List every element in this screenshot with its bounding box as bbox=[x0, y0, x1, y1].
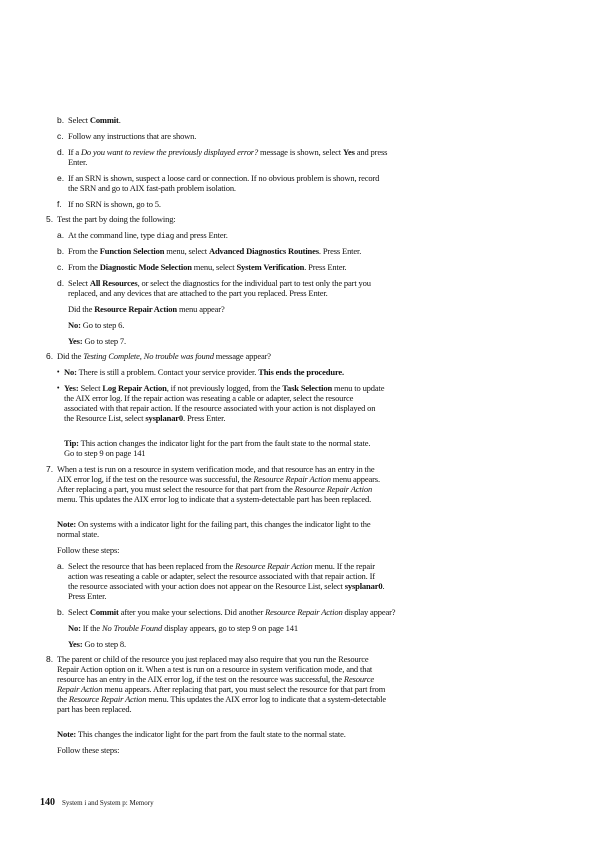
text-line bbox=[68, 157, 87, 167]
text-segment: the SRN and go to AIX fast-path problem isolation. bbox=[68, 183, 236, 193]
text-segment: display appears, go to step 9 on page 141 bbox=[162, 623, 298, 633]
italic-term: Do you want to review the previously displayed error? bbox=[80, 147, 259, 157]
list-marker: e. bbox=[57, 173, 65, 183]
bold-term: sysplanar0 bbox=[145, 413, 184, 423]
text-line bbox=[57, 684, 385, 694]
text-segment: the resource associated with your action does not appear on the Resource List, select bbox=[68, 581, 345, 591]
text-line bbox=[68, 591, 106, 601]
text-segment: menu, select bbox=[191, 262, 237, 272]
text-segment: The parent or child of the resource you just replaced may also require that you run the Resource bbox=[57, 654, 369, 664]
text-segment: . bbox=[382, 581, 385, 591]
text-segment: Go to step 8. bbox=[82, 639, 126, 649]
italic-term: No Trouble Found bbox=[102, 623, 163, 633]
text-line bbox=[64, 367, 344, 377]
text-segment: the bbox=[57, 694, 69, 704]
text-segment: On systems with a indicator light for the failing part, this changes the indicator light to the bbox=[76, 519, 371, 529]
list-marker: d. bbox=[57, 278, 65, 288]
bold-term: Advanced Diagnostics Routines bbox=[208, 246, 319, 256]
bold-term: This ends the procedure. bbox=[258, 367, 345, 377]
text-segment: If an SRN is shown, suspect a loose card or connection. If no obvious problem is shown, record bbox=[68, 173, 380, 183]
bold-term: sysplanar0 bbox=[344, 581, 383, 591]
list-marker: a. bbox=[57, 230, 65, 240]
text-segment: message is shown, select bbox=[258, 147, 343, 157]
text-line bbox=[68, 304, 225, 314]
text-line bbox=[68, 581, 384, 591]
text-segment: Test the part by doing the following: bbox=[57, 214, 176, 224]
list-marker: c. bbox=[57, 131, 64, 141]
text-line bbox=[57, 474, 380, 484]
text-line bbox=[68, 131, 196, 141]
text-segment: . Press Enter. bbox=[318, 246, 362, 256]
text-line bbox=[68, 607, 395, 617]
bullet-marker: • bbox=[57, 385, 60, 392]
text-segment: Select bbox=[68, 607, 90, 617]
text-line bbox=[68, 278, 371, 288]
page-number: 140 bbox=[40, 797, 55, 808]
text-segment: part has been replaced. bbox=[57, 704, 132, 714]
text-line bbox=[64, 393, 353, 403]
text-line bbox=[68, 246, 361, 256]
text-line bbox=[64, 403, 375, 413]
text-segment: menu. This updates the AIX error log to indicate that a system-detectable bbox=[146, 694, 387, 704]
text-line bbox=[64, 383, 384, 393]
text-line bbox=[68, 147, 387, 157]
text-line bbox=[57, 654, 369, 664]
text-line bbox=[57, 545, 119, 555]
text-line bbox=[57, 351, 271, 361]
text-segment: Go to step 6. bbox=[80, 320, 125, 330]
text-line bbox=[57, 694, 386, 704]
bold-term: Yes: bbox=[64, 383, 79, 393]
text-line bbox=[68, 262, 347, 272]
bold-term: Resource Repair Action bbox=[94, 304, 177, 314]
text-segment: Press Enter. bbox=[68, 591, 107, 601]
text-segment: Select bbox=[68, 115, 90, 125]
text-segment: From the bbox=[68, 246, 100, 256]
list-marker: 6. bbox=[46, 351, 54, 361]
text-segment: , if not previously logged, from the bbox=[166, 383, 283, 393]
text-line bbox=[64, 438, 370, 448]
text-line bbox=[68, 199, 161, 209]
text-line bbox=[68, 320, 124, 330]
italic-term: Resource Repair Action bbox=[253, 474, 331, 484]
list-marker: a. bbox=[57, 561, 65, 571]
text-segment: associated with that repair action. If the resource associated with your action is not displayed on bbox=[64, 403, 376, 413]
text-segment: Repair Action option on it. When a test is run on a resource in system verification mode, and that bbox=[57, 664, 373, 674]
text-line bbox=[68, 230, 228, 242]
list-marker: c. bbox=[57, 262, 64, 272]
bold-term: Log Repair Action bbox=[102, 383, 167, 393]
italic-term: Resource Repair Action bbox=[265, 607, 343, 617]
text-segment: menu to update bbox=[332, 383, 385, 393]
bullet-marker: • bbox=[57, 369, 60, 376]
footer-title: System i and System p: Memory bbox=[62, 799, 154, 807]
bold-term: Note: bbox=[57, 519, 77, 529]
list-marker: 7. bbox=[46, 464, 54, 474]
text-segment: Select the resource that has been replaced from the bbox=[68, 561, 236, 571]
text-segment: after you make your selections. Did another bbox=[118, 607, 266, 617]
text-segment: . bbox=[118, 115, 121, 125]
list-marker: b. bbox=[57, 607, 65, 617]
text-segment: menu. This updates the AIX error log to indicate that a system-detectable part has been replaced. bbox=[57, 494, 372, 504]
text-line bbox=[57, 464, 375, 474]
italic-term: Resource Repair Action bbox=[68, 694, 147, 704]
text-segment: If no SRN is shown, go to 5. bbox=[68, 199, 161, 209]
text-segment: Did the bbox=[57, 351, 84, 361]
text-segment: At the command line, type bbox=[68, 230, 157, 240]
text-segment: Go to step 9 on page 141 bbox=[64, 448, 146, 458]
bold-term: Function Selection bbox=[99, 246, 165, 256]
text-segment: This action changes the indicator light for the part from the fault state to the normal state. bbox=[78, 438, 371, 448]
bold-term: Yes: bbox=[68, 336, 83, 346]
italic-term: Repair Action bbox=[57, 684, 103, 694]
text-line bbox=[57, 704, 131, 714]
text-line bbox=[57, 214, 176, 224]
text-segment: resource has an entry in the AIX error log, if the test on the resource was successful, the bbox=[57, 674, 344, 684]
bold-term: Diagnostic Mode Selection bbox=[99, 262, 192, 272]
text-segment: Follow any instructions that are shown. bbox=[68, 131, 197, 141]
text-line bbox=[68, 571, 375, 581]
bold-term: System Verification bbox=[236, 262, 305, 272]
text-segment: the AIX error log. If the repair action was reseating a cable or adapter, select the resource bbox=[64, 393, 354, 403]
text-line bbox=[57, 494, 371, 504]
text-segment: This changes the indicator light for the part from the fault state to the normal state. bbox=[76, 729, 346, 739]
text-segment: action was reseating a cable or adapter, select the resource associated with that repair action. If bbox=[68, 571, 375, 581]
list-marker: 8. bbox=[46, 654, 54, 664]
text-segment: Select bbox=[78, 383, 103, 393]
text-segment: Go to step 7. bbox=[82, 336, 126, 346]
italic-term: Resource Repair Action bbox=[235, 561, 313, 571]
text-segment: Enter. bbox=[68, 157, 88, 167]
bold-term: Commit bbox=[89, 607, 119, 617]
text-segment: . Press Enter. bbox=[183, 413, 226, 423]
text-segment: From the bbox=[68, 262, 100, 272]
bold-term: Commit bbox=[89, 115, 119, 125]
text-line bbox=[64, 413, 225, 423]
text-line bbox=[57, 729, 346, 739]
bold-term: Task Selection bbox=[282, 383, 333, 393]
text-segment: . Press Enter. bbox=[304, 262, 347, 272]
italic-term: Testing Complete, No trouble was found bbox=[83, 351, 214, 361]
text-segment: AIX error log, if the test on the resource was successful, the bbox=[57, 474, 254, 484]
text-segment: menu. If the repair bbox=[312, 561, 375, 571]
list-marker: f. bbox=[57, 199, 62, 209]
text-segment: If the bbox=[80, 623, 103, 633]
bold-term: Yes: bbox=[68, 639, 83, 649]
text-segment: display appear? bbox=[342, 607, 396, 617]
text-line bbox=[68, 561, 375, 571]
bold-term: Note: bbox=[57, 729, 77, 739]
text-segment: menu appear? bbox=[176, 304, 225, 314]
text-line bbox=[68, 288, 328, 298]
bold-term: No: bbox=[68, 623, 81, 633]
text-segment: message appear? bbox=[213, 351, 271, 361]
text-segment: There is still a problem. Contact your service provider. bbox=[76, 367, 259, 377]
text-segment: normal state. bbox=[57, 529, 99, 539]
list-marker: b. bbox=[57, 246, 65, 256]
text-segment: menu, select bbox=[164, 246, 209, 256]
list-marker: d. bbox=[57, 147, 65, 157]
text-segment: and press Enter. bbox=[174, 230, 228, 240]
text-line bbox=[57, 745, 119, 755]
text-line bbox=[57, 674, 374, 684]
text-segment: the Resource List, select bbox=[64, 413, 146, 423]
text-line bbox=[57, 519, 370, 529]
text-segment: Follow these steps: bbox=[57, 545, 120, 555]
text-segment: When a test is run on a resource in system verification mode, and that resource has an entry in the bbox=[57, 464, 375, 474]
text-segment: menu appears. bbox=[330, 474, 380, 484]
text-line bbox=[68, 183, 236, 193]
text-segment: and press bbox=[354, 147, 388, 157]
text-line bbox=[68, 639, 126, 649]
text-line bbox=[57, 484, 372, 494]
text-line bbox=[57, 664, 372, 674]
bold-term: No: bbox=[64, 367, 77, 377]
command-text: diag bbox=[156, 233, 175, 241]
italic-term: Resource Repair Action bbox=[294, 484, 373, 494]
list-marker: 5. bbox=[46, 214, 54, 224]
text-segment: After replacing a part, you must select the resource for that part from the bbox=[57, 484, 295, 494]
text-line bbox=[68, 336, 126, 346]
text-segment: menu appears. After replacing that part, you must select the resource for that part from bbox=[102, 684, 386, 694]
text-segment: If a bbox=[68, 147, 81, 157]
bold-term: All Resources bbox=[89, 278, 138, 288]
text-line bbox=[68, 623, 298, 633]
text-line bbox=[68, 115, 121, 125]
text-line bbox=[64, 448, 145, 458]
text-line bbox=[57, 529, 99, 539]
text-segment: , or select the diagnostics for the individual part to test only the part you bbox=[137, 278, 371, 288]
bold-term: Yes bbox=[342, 147, 355, 157]
bold-term: Tip: bbox=[64, 438, 79, 448]
text-segment: Select bbox=[68, 278, 90, 288]
text-segment: replaced, and any devices that are attached to the part you replaced. Press Enter. bbox=[68, 288, 328, 298]
italic-term: Resource bbox=[343, 674, 375, 684]
text-line bbox=[68, 173, 379, 183]
bold-term: No: bbox=[68, 320, 81, 330]
text-segment: Follow these steps: bbox=[57, 745, 120, 755]
text-segment: Did the bbox=[68, 304, 95, 314]
list-marker: b. bbox=[57, 115, 65, 125]
